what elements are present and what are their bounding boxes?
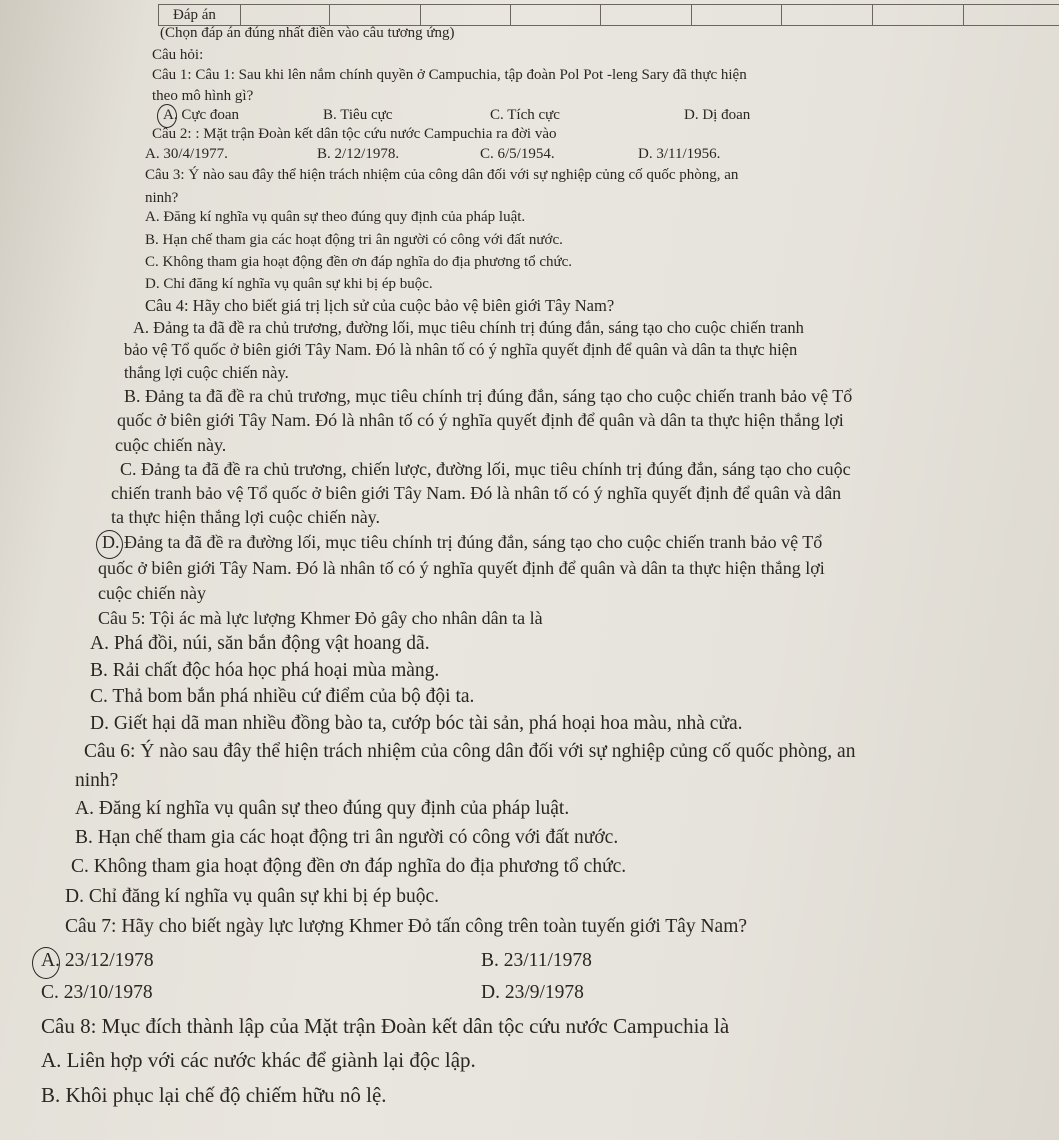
question-3-text: ninh? [145,190,179,206]
answer-table-cell [420,5,421,25]
question-5-text: Câu 5: Tội ác mà lực lượng Khmer Đỏ gây cho nhân dân ta là [98,608,543,628]
question-6-text: Câu 6: Ý nào sau đây thể hiện trách nhiệm của công dân đối với sự nghiệp củng cố quốc phòng, an [84,741,856,762]
question-4-option-d: D. Đảng ta đã đề ra đường lối, mục tiêu chính trị đúng đắn, sáng tạo cho cuộc chiến tranh bảo vệ Tổ [102,532,823,552]
answer-table-cell [691,5,692,25]
question-4-option-c: C. Đảng ta đã đề ra chủ trương, chiến lược, đường lối, mục tiêu chính trị đúng đắn, sáng tạo cho cuộc [120,459,851,479]
question-4-option-b: B. Đảng ta đã đề ra chủ trương, mục tiêu chính trị đúng đắn, sáng tạo cho cuộc chiến tranh bảo vệ Tổ [124,386,853,406]
questions-heading: Câu hỏi: [152,47,204,63]
question-5-option-b: B. Rải chất độc hóa học phá hoại mùa màng. [90,660,440,681]
question-8-option-a: A. Liên hợp với các nước khác để giành lại độc lập. [41,1048,476,1072]
question-4-option-c: chiến tranh bảo vệ Tổ quốc ở biên giới Tây Nam. Đó là nhân tố có ý nghĩa quyết định để quân và dân [111,483,842,503]
answer-circle-mark [96,530,123,559]
question-6-text: ninh? [75,770,119,791]
question-4-text: Câu 4: Hãy cho biết giá trị lịch sử của cuộc bảo vệ biên giới Tây Nam? [145,296,615,315]
answer-table-cell [600,5,601,25]
question-3-option-c: C. Không tham gia hoạt động đền ơn đáp nghĩa do địa phương tổ chức. [145,254,573,270]
question-5-option-d: D. Giết hại dã man nhiều đồng bào ta, cướp bóc tài sản, phá hoại hoa màu, nhà cửa. [90,713,743,734]
answer-circle-mark [32,947,60,979]
question-4-option-d: quốc ở biên giới Tây Nam. Đó là nhân tố có ý nghĩa quyết định để quân và dân ta thực hiện thắng lợi [98,558,825,578]
answer-table-header-cell [158,5,241,25]
question-3-option-a: A. Đăng kí nghĩa vụ quân sự theo đúng quy định của pháp luật. [145,209,526,225]
question-1-option-b: B. Tiêu cực [323,107,393,123]
question-2-option-a: A. 30/4/1977. [145,146,228,162]
question-2-option-b: B. 2/12/1978. [317,146,400,162]
question-3-option-d: D. Chỉ đăng kí nghĩa vụ quân sự khi bị ép buộc. [145,276,433,292]
question-2-option-d: D. 3/11/1956. [638,146,721,162]
question-4-option-a: A. Đảng ta đã đề ra chủ trương, đường lối, mục tiêu chính trị đúng đắn, sáng tạo cho cuộc chiến tranh [133,318,804,337]
question-1-option-d: D. Dị đoan [684,107,751,123]
question-7-option-d: D. 23/9/1978 [481,982,584,1003]
question-1-text: theo mô hình gì? [152,88,254,104]
question-2-text: Câu 2: : Mặt trận Đoàn kết dân tộc cứu nước Campuchia ra đời vào [152,126,557,142]
question-5-option-a: A. Phá đồi, núi, săn bắn động vật hoang dã. [90,633,430,654]
answer-circle-mark [157,104,177,128]
question-6-option-b: B. Hạn chế tham gia các hoạt động tri ân người có công với đất nước. [75,827,619,848]
question-4-option-a: bảo vệ Tổ quốc ở biên giới Tây Nam. Đó là nhân tố có ý nghĩa quyết định để quân và dân ta thực hiện [124,340,798,359]
question-4-option-d: cuộc chiến này [98,583,206,603]
question-8-text: Câu 8: Mục đích thành lập của Mặt trận Đoàn kết dân tộc cứu nước Campuchia là [41,1014,730,1038]
question-1-option-c: C. Tích cực [490,107,560,123]
question-3-option-b: B. Hạn chế tham gia các hoạt động tri ân người có công với đất nước. [145,232,563,248]
instruction: (Chọn đáp án đúng nhất điền vào câu tương ứng) [160,25,455,41]
question-6-option-a: A. Đăng kí nghĩa vụ quân sự theo đúng quy định của pháp luật. [75,798,570,819]
answer-table [158,4,1059,26]
answer-table-cell [510,5,511,25]
question-7-text: Câu 7: Hãy cho biết ngày lực lượng Khmer Đỏ tấn công trên toàn tuyến giới Tây Nam? [65,916,748,937]
question-7-option-b: B. 23/11/1978 [481,950,592,971]
question-5-option-c: C. Thả bom bắn phá nhiều cứ điểm của bộ đội ta. [90,686,475,707]
question-2-option-c: C. 6/5/1954. [480,146,555,162]
answer-table-cell [872,5,873,25]
question-6-option-c: C. Không tham gia hoạt động đền ơn đáp nghĩa do địa phương tổ chức. [71,856,627,877]
question-1-option-a: A. Cực đoan [163,107,240,123]
question-4-option-b: cuộc chiến này. [115,435,227,455]
answer-table-cell [240,5,241,25]
question-7-option-c: C. 23/10/1978 [41,982,153,1003]
question-1-text: Câu 1: Câu 1: Sau khi lên nắm chính quyền ở Campuchia, tập đoàn Pol Pot -leng Sary đã thực hiện [152,67,747,83]
answer-table-cell [329,5,330,25]
answer-table-cell [963,5,964,25]
question-6-option-d: D. Chỉ đăng kí nghĩa vụ quân sự khi bị ép buộc. [65,886,439,907]
question-4-option-c: ta thực hiện thắng lợi cuộc chiến này. [111,507,381,527]
answer-table-label: Đáp án [173,7,216,23]
question-8-option-b: B. Khôi phục lại chế độ chiếm hữu nô lệ. [41,1083,387,1107]
answer-table-cell [781,5,782,25]
question-7-option-a: A. 23/12/1978 [41,950,154,971]
question-3-text: Câu 3: Ý nào sau đây thể hiện trách nhiệm của công dân đối với sự nghiệp củng cố quốc phòng, an [145,167,739,183]
question-4-option-b: quốc ở biên giới Tây Nam. Đó là nhân tố có ý nghĩa quyết định để quân và dân ta thực hiện thắng lợi [117,410,844,430]
question-4-option-a: thắng lợi cuộc chiến này. [124,363,289,382]
